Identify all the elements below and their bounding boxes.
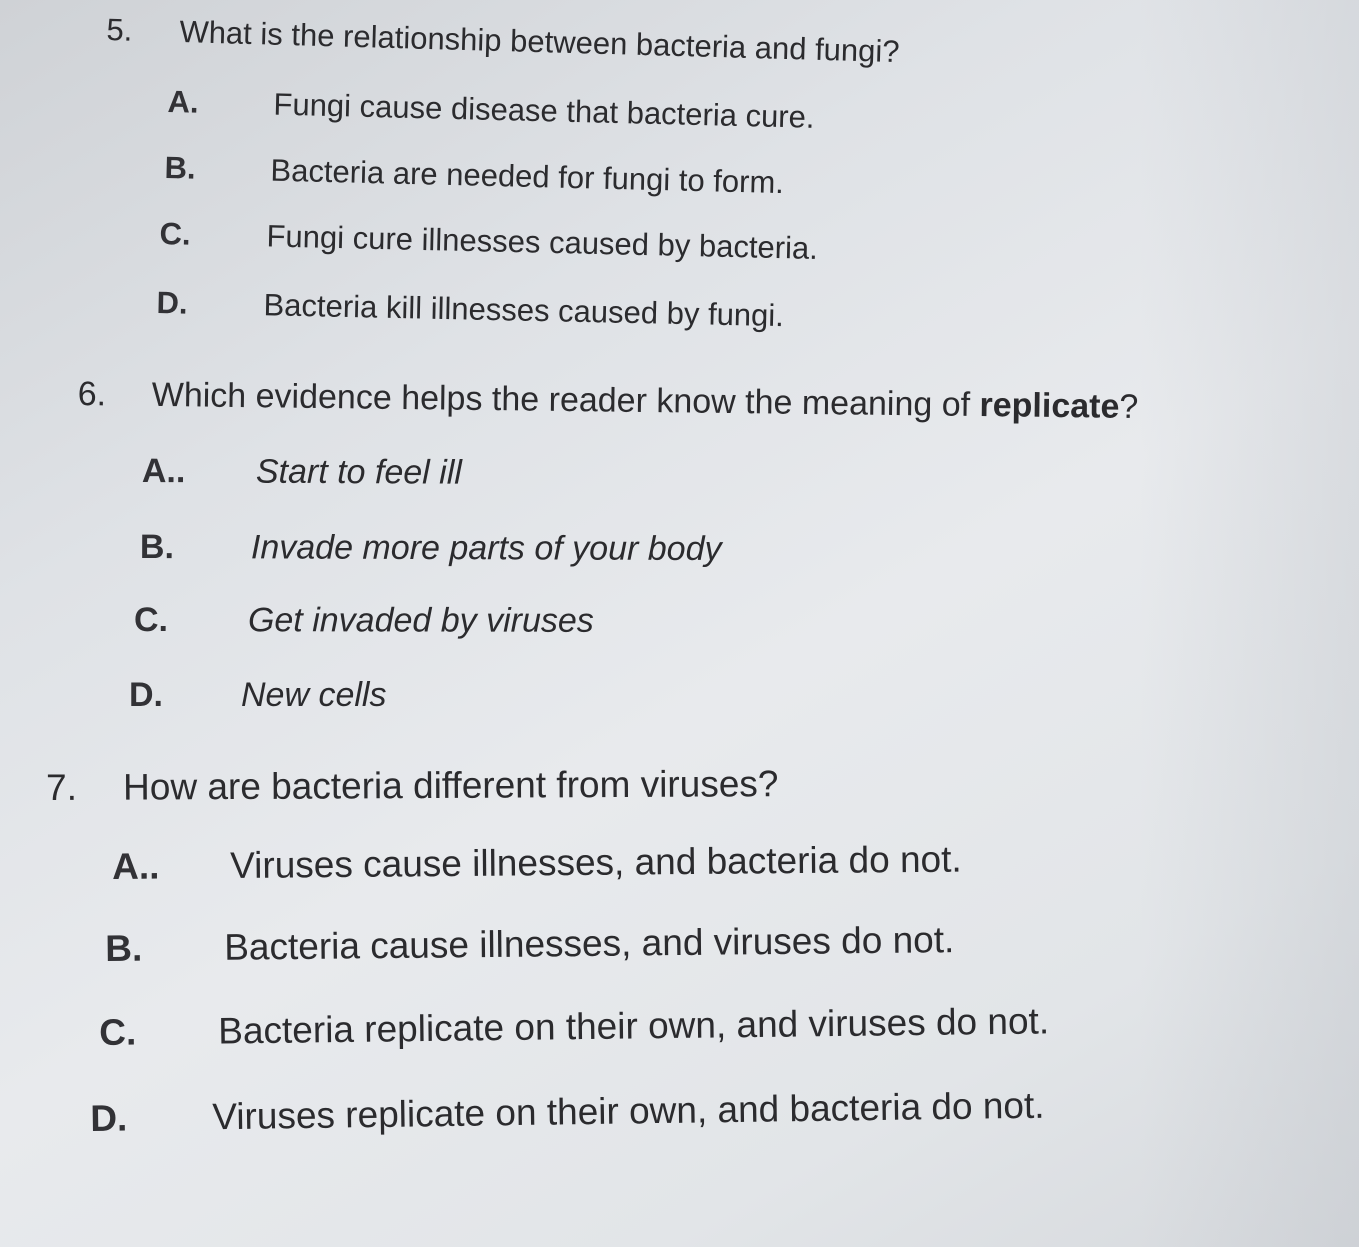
option-letter: B. xyxy=(164,150,196,186)
option-text: Bacteria replicate on their own, and viruses do not. xyxy=(217,1000,1050,1052)
option-text: Bacteria kill illnesses caused by fungi. xyxy=(263,287,785,334)
option-letter: B. xyxy=(139,528,174,567)
option-text: Bacteria are needed for fungi to form. xyxy=(270,152,785,201)
question-7-number: 7. xyxy=(46,766,78,808)
option-letter: A. xyxy=(167,84,199,120)
option-text: Fungi cause disease that bacteria cure. xyxy=(273,86,815,135)
question-6-number: 6. xyxy=(77,375,107,414)
question-5-number: 5. xyxy=(106,12,133,48)
option-letter: B. xyxy=(105,927,143,969)
option-letter: A.. xyxy=(141,452,186,491)
option-letter: D. xyxy=(129,676,163,714)
option-letter: D. xyxy=(156,285,188,321)
option-letter: A.. xyxy=(112,845,160,887)
option-text: Viruses replicate on their own, and bacteria do not. xyxy=(211,1084,1045,1138)
option-text: Viruses cause illnesses, and bacteria do not. xyxy=(229,838,962,886)
question-5-text: What is the relationship between bacteria and fungi? xyxy=(178,14,901,70)
option-text: Fungi cure illnesses caused by bacteria. xyxy=(266,218,819,266)
question-6-text-after: ? xyxy=(1119,387,1139,426)
question-7-text: How are bacteria different from viruses? xyxy=(122,763,779,808)
question-6-keyword: replicate xyxy=(979,386,1120,426)
option-letter: C. xyxy=(133,601,168,640)
option-letter: C. xyxy=(159,216,191,252)
option-text: Bacteria cause illnesses, and viruses do not. xyxy=(223,919,955,968)
question-6-text xyxy=(152,376,1139,427)
paper-shadow xyxy=(1139,0,1359,1247)
question-6-text-before: Which evidence helps the reader know the meaning of xyxy=(151,375,980,425)
option-letter: D. xyxy=(90,1097,128,1139)
option-text: Get invaded by viruses xyxy=(247,601,594,640)
option-letter: C. xyxy=(99,1011,137,1053)
option-text: New cells xyxy=(241,676,387,714)
option-text: Invade more parts of your body xyxy=(250,528,722,569)
option-text: Start to feel ill xyxy=(255,452,462,492)
